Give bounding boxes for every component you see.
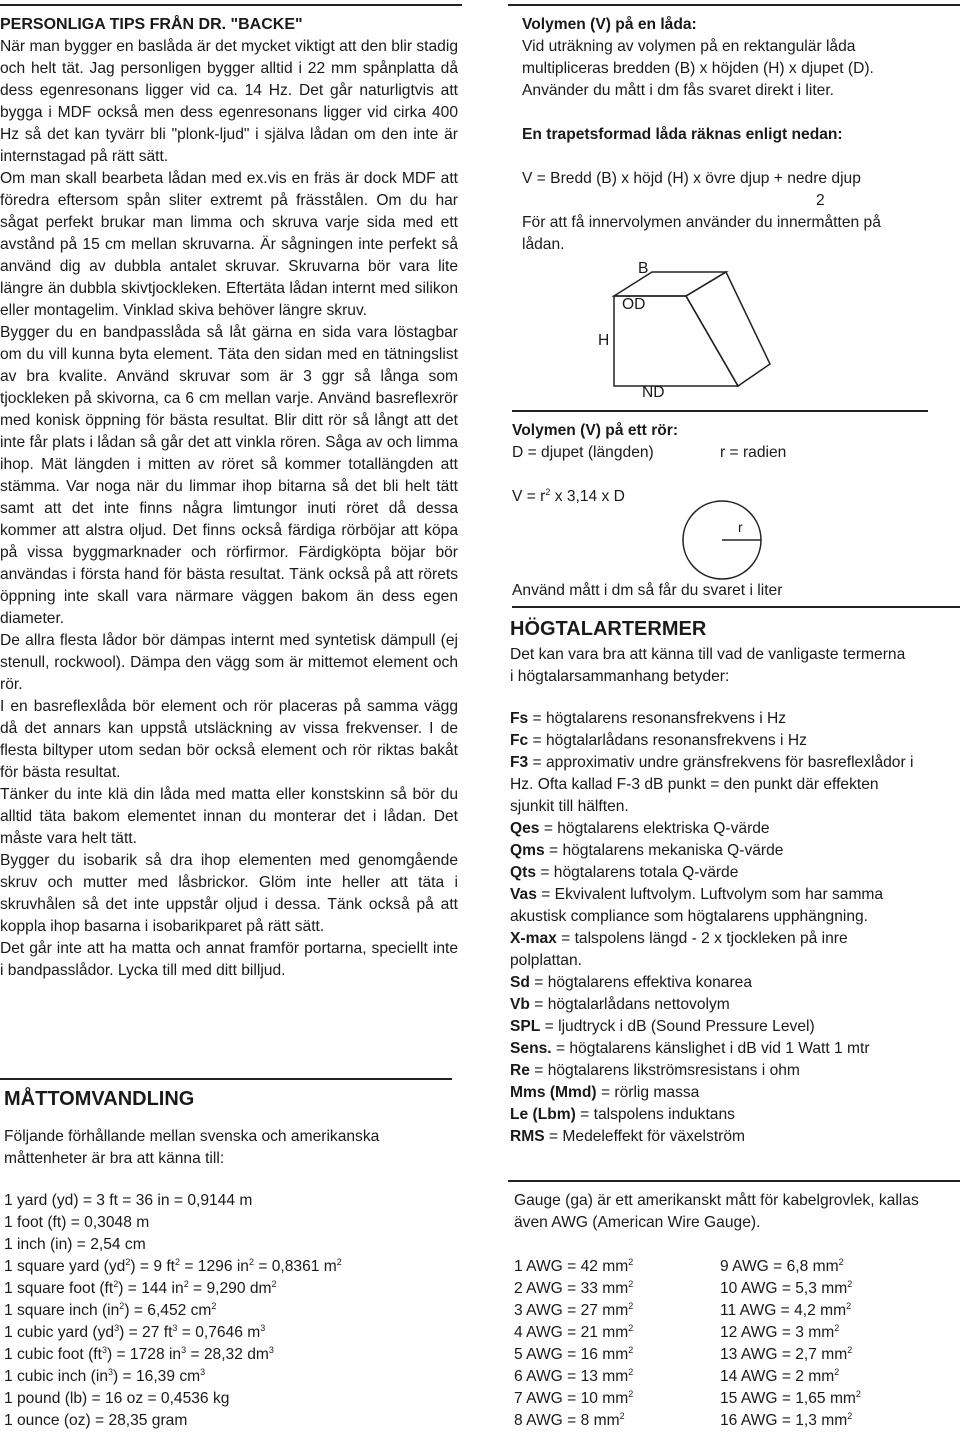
term-item [510, 994, 920, 1016]
gauge-item: 16 AWG = 1,3 $mm^2$ [720, 1411, 853, 1429]
tips-heading: PERSONLIGA TIPS FRÅN DR. "BACKE" [0, 16, 303, 33]
box-top-face [614, 272, 726, 296]
term-definition: = högtalarens effektiva konarea [529, 974, 753, 991]
term-item [510, 972, 920, 994]
term-name: RMS [510, 1128, 545, 1145]
trapezoid-box-diagram [508, 256, 960, 406]
gauge-col-2 [720, 1256, 861, 1432]
term-definition: = högtalarens resonansfrekvens i Hz [528, 710, 787, 727]
pipe-r-definition: r = radien [720, 444, 787, 461]
pipe-note: Använd mått i dm så får du svaret i liter [512, 582, 783, 599]
term-definition: = rörlig massa [596, 1084, 700, 1101]
tips-section [0, 14, 458, 982]
conversion-intro: Följande förhållande mellan svenska och amerikanska måttenheter är bra att känna till: [4, 1128, 380, 1167]
term-item [510, 840, 920, 862]
diagram-label-b: B [638, 260, 649, 277]
term-item [510, 1082, 920, 1104]
tips-paragraph: De allra flesta lådor bör dämpas internt med syntetisk dämpull (ej stenull, rockwool). Dämpa den vägg som är mittemot element och rör. [0, 632, 458, 693]
tips-paragraph: Bygger du isobarik så dra ihop elementen med genomgående skruv och mutter med låsbrickor. Glöm inte heller att täta i skruvhålen så det inte uppstår oljud i dessa. Tänk också på att koppla ihop basarna i isobarikparet på rätt sätt. [0, 852, 458, 935]
conversion-item: 1 square foot $(ft^2) = 144$ $in^2 = 9,290$ $dm^2$ [4, 1279, 277, 1297]
term-name: Vas [510, 886, 537, 903]
term-name: F3 [510, 754, 529, 771]
gauge-col-1 [514, 1256, 633, 1432]
gauge-item: 12 AWG = 3 $mm^2$ [720, 1323, 840, 1341]
diagram-label-nd: ND [642, 384, 665, 401]
term-definition: = högtalarens totala Q-värde [536, 864, 739, 881]
gauge-item: 11 AWG = 4,2 $mm^2$ [720, 1301, 852, 1319]
term-name: Fc [510, 732, 529, 749]
conversion-item: 1 square yard $(yd^2) = 9$ $ft^2 = 1296$ $in^2 = 0,8361$ $m^2$ [4, 1257, 342, 1275]
pipe-rule [512, 410, 928, 412]
term-name: X-max [510, 930, 557, 947]
gauge-item: 4 AWG = 21 $mm^2$ [514, 1323, 634, 1341]
pipe-volume-heading: Volymen (V) på ett rör: [512, 422, 679, 439]
term-item [510, 1060, 920, 1082]
trapezoid-heading: En trapetsformad låda räknas enligt nedan: [522, 126, 843, 143]
gauge-item: 15 AWG = 1,65 $mm^2$ [720, 1389, 861, 1407]
terms-rule [512, 606, 960, 608]
conversion-list [4, 1190, 342, 1432]
term-item [510, 818, 920, 840]
term-item [510, 708, 920, 730]
conversion-item: 1 square inch $(in^2) = 6,452$ $cm^2$ [4, 1301, 217, 1319]
term-name: Re [510, 1062, 530, 1079]
gauge-intro: Gauge (ga) är ett amerikanskt mått för kabelgrovlek, kallas även AWG (American Wire Gauge). [514, 1192, 919, 1231]
inner-volume-note: För att få innervolymen använder du innermåtten på lådan. [522, 214, 881, 253]
terms-list [510, 708, 920, 1148]
diagram-label-h: H [598, 332, 610, 349]
term-item [510, 928, 920, 972]
conversion-item: 1 cubic yard $(yd^3) = 27$ $ft^3 = 0,7646$ $m^3$ [4, 1323, 266, 1341]
conversion-rule [0, 1078, 452, 1080]
term-name: Qts [510, 864, 536, 881]
diagram-label-od: ÖD [622, 296, 646, 313]
term-item [510, 1016, 920, 1038]
term-name: Le (Lbm) [510, 1106, 576, 1123]
term-item [510, 1104, 920, 1126]
term-item [510, 1038, 920, 1060]
trapezoid-formula: V = Bredd (B) x höjd (H) x övre djup + nedre djup [522, 170, 861, 187]
tips-paragraph: När man bygger en baslåda är det mycket viktigt att den blir stadig och helt tät. Jag personligen bygger alltid i 22 mm spånplatta då dess egenresonans ligger vid ca. 14 Hz. Det går naturligtvis att bygga i MDF också men dess egenresonans ligger vid cirka 400 Hz så det kan tyvärr bli "plonk-ljud" i själva lådan om den inte är internstagad på rätt sätt. [0, 38, 458, 165]
gauge-item: 7 AWG = 10 $mm^2$ [514, 1389, 634, 1407]
gauge-item: 9 AWG = 6,8 $mm^2$ [720, 1257, 844, 1275]
tips-paragraph: Om man skall bearbeta lådan med ex.vis en fräs är dock MDF att föredra eftersom spån sliter extremt på frässtålen. Om du har sågat perfekt brukar man limma och skruva varje sida med ett avstånd på 15 cm mellan skruvarna. Är sågningen inte perfekt så använd dig av dubbla antalet skruvar. Skruvarna bör vara lite längre än dubbla skivtjockleken. Eftertäta lådan internt med silikon eller montagelim. Vinklad skiva behöver längre skruv. [0, 170, 458, 319]
term-name: Sens. [510, 1040, 552, 1057]
conversion-item: 1 cubic inch $(in^3) = 16,39$ $cm^3$ [4, 1367, 206, 1385]
term-definition: = talspolens längd - 2 x tjockleken på inre polplattan. [510, 930, 848, 969]
conversion-item: 1 pound (lb) = 16 oz = 0,4536 kg [4, 1390, 230, 1407]
gauge-item: 1 AWG = 42 $mm^2$ [514, 1257, 634, 1275]
gauge-item: 3 AWG = 27 $mm^2$ [514, 1301, 634, 1319]
term-definition: = högtalarens mekaniska Q-värde [544, 842, 784, 859]
term-item [510, 862, 920, 884]
term-definition: = högtalarlådans resonansfrekvens i Hz [528, 732, 807, 749]
term-definition: = Ekvivalent luftvolym. Luftvolym som har samma akustisk compliance som högtalarens upphängning. [510, 886, 884, 925]
tips-paragraph: I en basreflexlåda bör element och rör placeras på samma vägg då det annars kan uppstå utsläckning av vissa frekvenser. I de flesta biltyper utom sedan bör också element och rör riktas bakåt för bästa resultat. [0, 698, 458, 781]
term-name: Sd [510, 974, 530, 991]
pipe-d-definition: D = djupet (längden) [512, 444, 654, 461]
gauge-item: 14 AWG = 2 $mm^2$ [720, 1367, 840, 1385]
box-volume-text: Vid uträkning av volymen på en rektangulär låda multipliceras bredden (B) x höjden (H) x djupet (D). Använder du mått i dm fås svaret direkt i liter. [522, 38, 874, 99]
term-name: Mms (Mmd) [510, 1084, 597, 1101]
term-name: Fs [510, 710, 529, 727]
term-definition: = ljudtryck i dB (Sound Pressure Level) [540, 1018, 815, 1035]
term-definition: = högtalarens likströmsresistans i ohm [529, 1062, 800, 1079]
term-definition: = approximativ undre gränsfrekvens för basreflexlådor i Hz. Ofta kallad F-3 dB punkt = den punkt där effekten sjunkit till hälften. [510, 754, 914, 815]
term-item [510, 1126, 920, 1148]
gauge-rule [508, 1180, 960, 1182]
gauge-item: 5 AWG = 16 $mm^2$ [514, 1345, 634, 1363]
term-name: Vb [510, 996, 530, 1013]
gauge-item: 10 AWG = 5,3 $mm^2$ [720, 1279, 853, 1297]
conversion-item: 1 inch (in) = 2,54 cm [4, 1236, 146, 1253]
pipe-circle-diagram [668, 496, 778, 586]
gauge-item: 13 AWG = 2,7 $mm^2$ [720, 1345, 853, 1363]
box-side-face [686, 272, 770, 386]
term-item [510, 884, 920, 928]
gauge-item: 2 AWG = 33 $mm^2$ [514, 1279, 634, 1297]
term-definition: = högtalarens känslighet i dB vid 1 Watt 1 mtr [551, 1040, 870, 1057]
term-name: Qms [510, 842, 545, 859]
term-definition: = talspolens induktans [575, 1106, 735, 1123]
term-item [510, 730, 920, 752]
tips-paragraph: Det går inte att ha matta och annat framför portarna, speciellt inte i bandpasslådor. Lycka till med ditt billjud. [0, 940, 458, 979]
term-name: SPL [510, 1018, 541, 1035]
conversion-item: 1 cubic foot $(ft^3) = 1728$ $in^3 = 28,32$ $dm^3$ [4, 1345, 274, 1363]
top-rule-right [508, 4, 960, 6]
conversion-item: 1 foot (ft) = 0,3048 m [4, 1214, 150, 1231]
term-name: Qes [510, 820, 540, 837]
pipe-radius-label: r [738, 519, 743, 535]
term-item [510, 752, 920, 818]
conversion-item: 1 ounce (oz) = 28,35 gram [4, 1412, 188, 1429]
tips-paragraph: Tänker du inte klä din låda med matta eller konstskinn så bör du alltid täta bakom elementet innan du monterar det i lådan. Det måste vara helt tätt. [0, 786, 458, 847]
term-definition: = Medeleffekt för växelström [544, 1128, 746, 1145]
trapezoid-divisor: 2 [816, 192, 825, 209]
gauge-item: 8 AWG = 8 $mm^2$ [514, 1411, 625, 1429]
top-rule-left [0, 4, 462, 6]
tips-paragraph: Bygger du en bandpasslåda så låt gärna en sida vara löstagbar om du vill kunna byta element. Täta den sidan med en tätningslist av bra kvalite. Använd skruvar som är 3 ggr så långa som tjockleken på skivorna, ca 6 cm mellan varje. Använd basreflexrör med konisk öppning för bästa resultat. Blir ditt rör så långt att det inte får plats i lådan så går det att vinkla rören. Såga av och limma ihop. Mät längden i mitten av röret så kommer totallängden att stämma. Var noga när du limmar ihop bitarna så det bli helt tätt samt att det inte finns några limtungor inuti röret då dessa kommer att alstra oljud. Det finns också färdiga rörböjar att köpa på vissa byggmarknader och rörfirmor. Färdigköpta böjar bör användas i första hand för bästa resultat. Tänk också på att rörets öppning inte skall vara närmare väggen bakom än dess egen diameter. [0, 324, 458, 627]
box-volume-heading: Volymen (V) på en låda: [522, 16, 697, 33]
conversion-heading: MÅTTOMVANDLING [4, 1088, 195, 1110]
gauge-item: 6 AWG = 13 $mm^2$ [514, 1367, 634, 1385]
term-definition: = högtalarens elektriska Q-värde [539, 820, 770, 837]
terms-heading: HÖGTALARTERMER [510, 618, 707, 640]
conversion-item: 1 yard (yd) = 3 ft = 36 in = 0,9144 m [4, 1192, 253, 1209]
pipe-formula: $V = r^2$ x 3,14 x D [512, 487, 625, 505]
terms-intro: Det kan vara bra att känna till vad de vanligaste termerna i högtalarsammanhang betyder: [510, 646, 906, 685]
term-definition: = högtalarlådans nettovolym [529, 996, 730, 1013]
